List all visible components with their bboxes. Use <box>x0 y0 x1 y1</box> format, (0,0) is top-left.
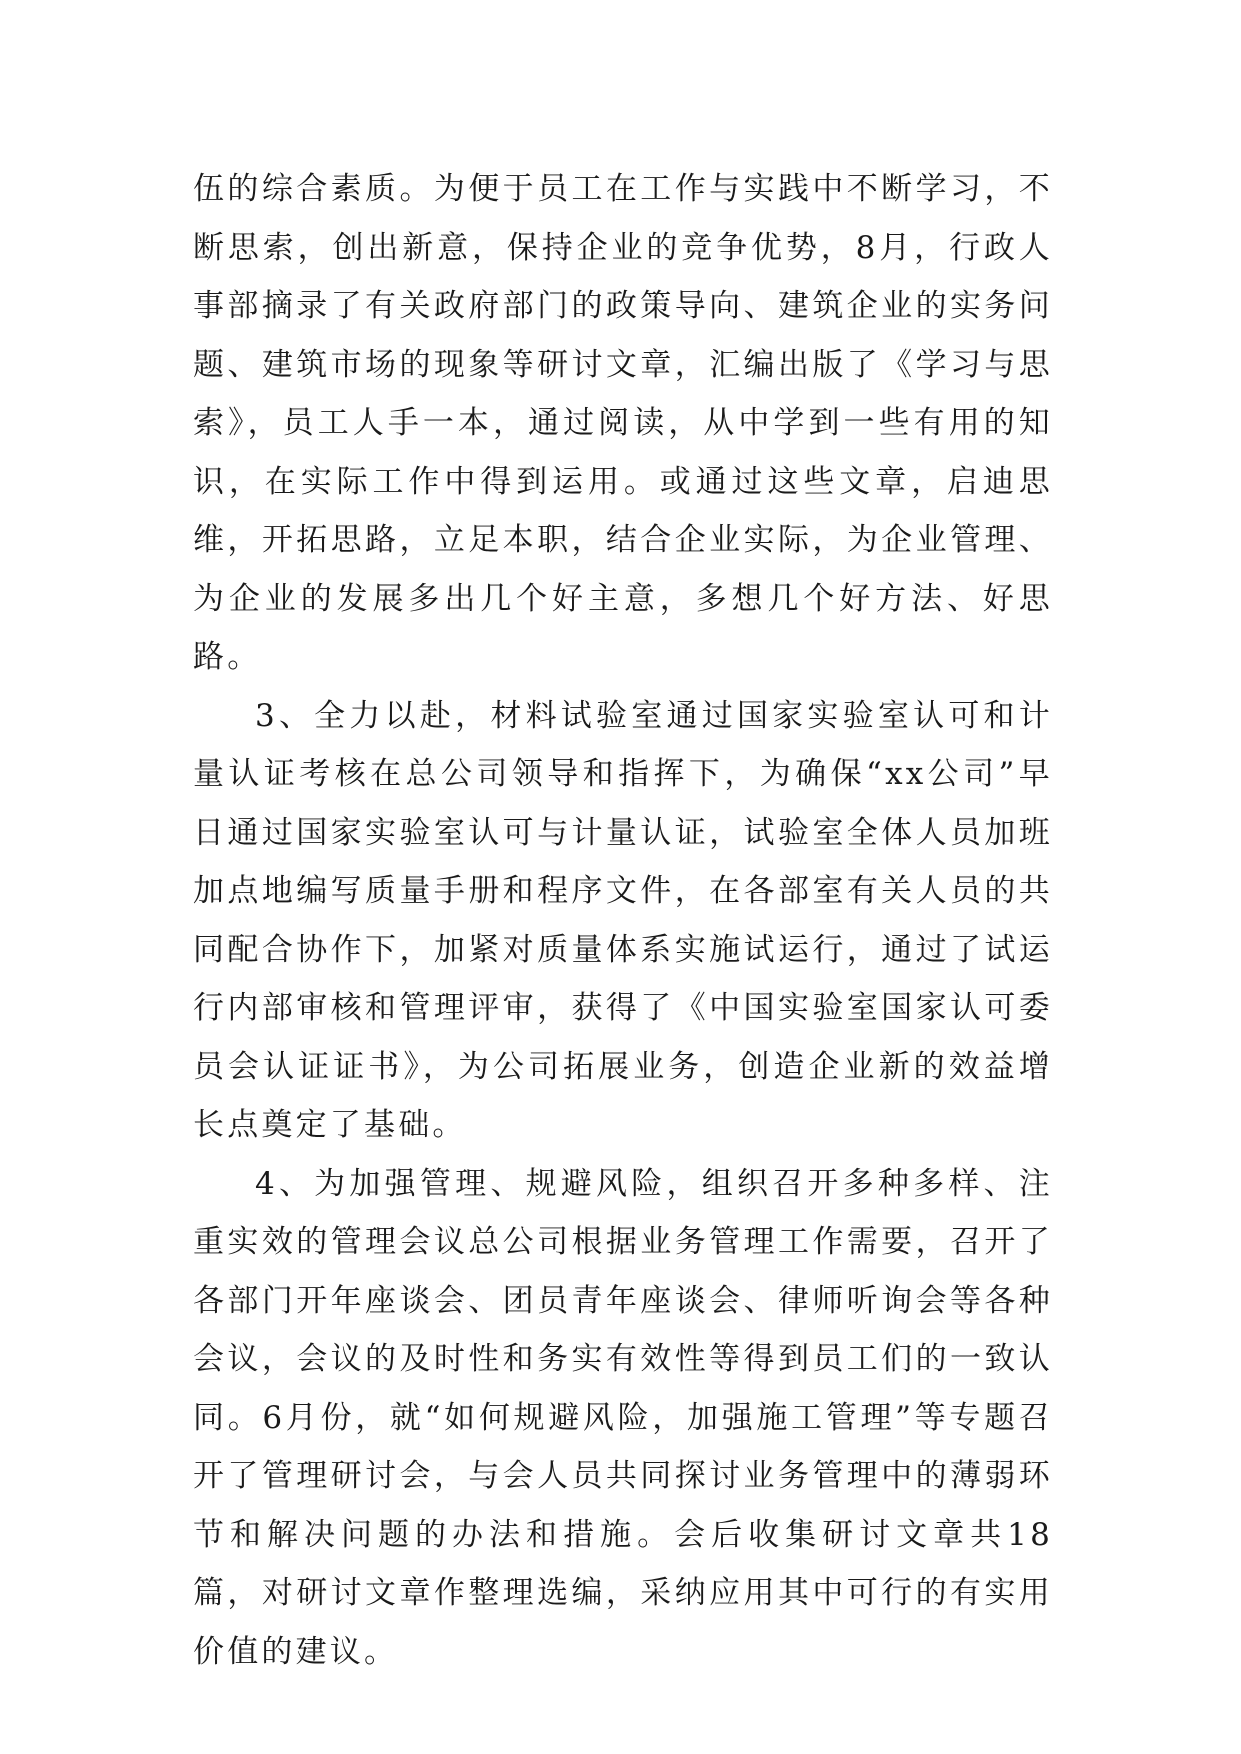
document-body <box>193 160 1053 1681</box>
paragraph-item-3-lab-certification: 3、全力以赴，材料试验室通过国家实验室认可和计量认证考核在总公司领导和指挥下，为确保“xx公司”早日通过国家实验室认可与计量认证，试验室全体人员加班加点地编写质量手册和程序文件，在各部室有关人员的共同配合协作下，加紧对质量体系实施试运行，通过了试运行内部审核和管理评审，获得了《中国实验室国家认可委员会认证证书》，为公司拓展业务，创造企业新的效益增长点奠定了基础。 <box>193 697 1053 1143</box>
paragraph-continuation: 伍的综合素质。为便于员工在工作与实践中不断学习，不断思索，创出新意，保持企业的竞争优势，8月，行政人事部摘录了有关政府部门的政策导向、建筑企业的实务问题、建筑市场的现象等研讨文章，汇编出版了《学习与思索》，员工人手一本，通过阅读，从中学到一些有用的知识，在实际工作中得到运用。或通过这些文章，启迪思维，开拓思路，立足本职，结合企业实际，为企业管理、为企业的发展多出几个好主意，多想几个好方法、好思路。 <box>193 171 1053 675</box>
paragraph-item-4-management-meetings: 4、为加强管理、规避风险，组织召开多种多样、注重实效的管理会议总公司根据业务管理工作需要，召开了各部门开年座谈会、团员青年座谈会、律师听询会等各种会议，会议的及时性和务实有效性等得到员工们的一致认同。6月份，就“如何规避风险，加强施工管理”等专题召开了管理研讨会，与会人员共同探讨业务管理中的薄弱环节和解决问题的办法和措施。会后收集研讨文章共18篇，对研讨文章作整理选编，采纳应用其中可行的有实用价值的建议。 <box>193 1165 1053 1670</box>
